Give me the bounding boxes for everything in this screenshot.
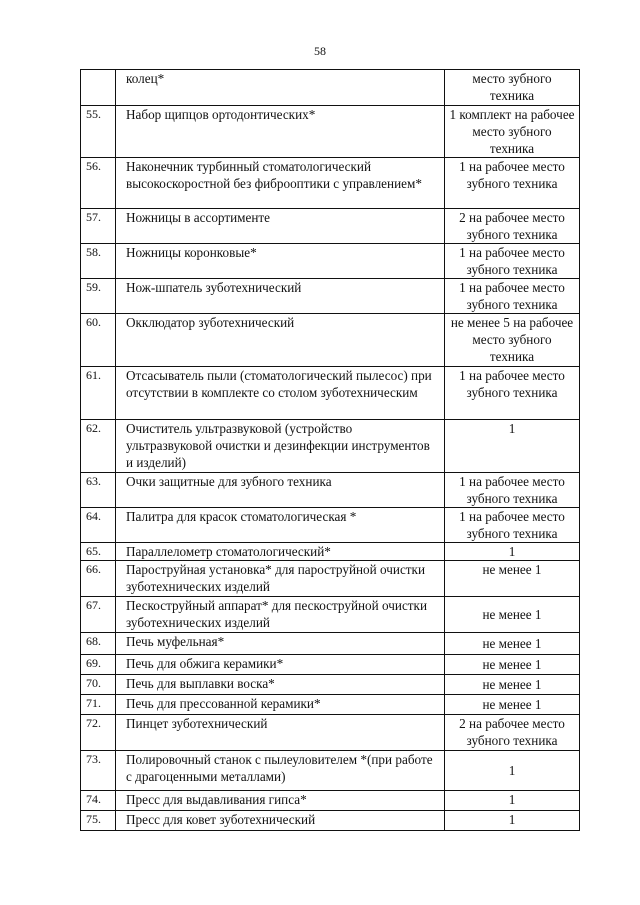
item-quantity: 2 на рабочее место зубного техника	[445, 209, 580, 244]
row-number: 65.	[81, 543, 116, 561]
table-row	[81, 508, 580, 543]
row-number: 69.	[81, 655, 116, 675]
item-name: Печь для обжига керамики*	[116, 655, 445, 675]
item-quantity: 1	[445, 751, 580, 791]
item-quantity: не менее 1	[445, 655, 580, 675]
table-row	[81, 209, 580, 244]
table-row	[81, 70, 580, 106]
item-quantity: 1 на рабочее место зубного техника	[445, 367, 580, 420]
table-row	[81, 473, 580, 508]
item-name: Ножницы в ассортименте	[116, 209, 445, 244]
item-quantity: 1 на рабочее место зубного техника	[445, 508, 580, 543]
row-number: 68.	[81, 633, 116, 655]
row-number: 61.	[81, 367, 116, 420]
table-row	[81, 561, 580, 597]
row-number: 75.	[81, 811, 116, 831]
item-name: Пинцет зуботехнический	[116, 715, 445, 751]
item-quantity: 1	[445, 791, 580, 811]
row-number: 62.	[81, 420, 116, 473]
table-row	[81, 791, 580, 811]
table-row	[81, 751, 580, 791]
table-row	[81, 633, 580, 655]
table-row	[81, 106, 580, 158]
table-row	[81, 314, 580, 367]
item-quantity: 1 на рабочее место зубного техника	[445, 279, 580, 314]
item-name: Палитра для красок стоматологическая *	[116, 508, 445, 543]
row-number: 66.	[81, 561, 116, 597]
row-number: 56.	[81, 158, 116, 209]
item-name: Пароструйная установка* для пароструйной очистки зуботехнических изделий	[116, 561, 445, 597]
table-row	[81, 420, 580, 473]
table-row	[81, 715, 580, 751]
row-number: 73.	[81, 751, 116, 791]
item-name: Печь для прессованной керамики*	[116, 695, 445, 715]
item-name: Набор щипцов ортодонтических*	[116, 106, 445, 158]
item-name: колец*	[116, 70, 445, 106]
item-name: Очиститель ультразвуковой (устройство ультразвуковой очистки и дезинфекции инструментов и изделий)	[116, 420, 445, 473]
table-row	[81, 158, 580, 209]
item-quantity: 1 на рабочее место зубного техника	[445, 244, 580, 279]
table-row	[81, 695, 580, 715]
item-name: Печь муфельная*	[116, 633, 445, 655]
row-number: 55.	[81, 106, 116, 158]
table-row	[81, 367, 580, 420]
item-name: Наконечник турбинный стоматологический высокоскоростной без фиброоптики с управлением*	[116, 158, 445, 209]
item-quantity: 1	[445, 811, 580, 831]
item-name: Пескоструйный аппарат* для пескоструйной очистки зуботехнических изделий	[116, 597, 445, 633]
table-row	[81, 655, 580, 675]
item-quantity: 2 на рабочее место зубного техника	[445, 715, 580, 751]
item-quantity: не менее 1	[445, 561, 580, 597]
table-row	[81, 543, 580, 561]
row-number: 57.	[81, 209, 116, 244]
item-quantity: 1 комплект на рабочее место зубного техника	[445, 106, 580, 158]
item-name: Печь для выплавки воска*	[116, 675, 445, 695]
item-name: Окклюдатор зуботехнический	[116, 314, 445, 367]
item-quantity: 1	[445, 420, 580, 473]
item-name: Пресс для выдавливания гипса*	[116, 791, 445, 811]
item-name: Отсасыватель пыли (стоматологический пылесос) при отсутствии в комплекте со столом зуботехническим	[116, 367, 445, 420]
row-number: 70.	[81, 675, 116, 695]
item-name: Полировочный станок с пылеуловителем *(при работе с драгоценными металлами)	[116, 751, 445, 791]
equipment-table	[80, 69, 580, 831]
item-name: Ножницы коронковые*	[116, 244, 445, 279]
item-quantity: не менее 5 на рабочее место зубного техника	[445, 314, 580, 367]
item-name: Параллелометр стоматологический*	[116, 543, 445, 561]
item-quantity: не менее 1	[445, 597, 580, 633]
row-number: 74.	[81, 791, 116, 811]
table-row	[81, 279, 580, 314]
item-quantity: 1 на рабочее место зубного техника	[445, 473, 580, 508]
item-quantity: 1 на рабочее место зубного техника	[445, 158, 580, 209]
item-quantity: место зубного техника	[445, 70, 580, 106]
row-number: 63.	[81, 473, 116, 508]
row-number: 67.	[81, 597, 116, 633]
item-name: Пресс для ковет зуботехнический	[116, 811, 445, 831]
row-number: 71.	[81, 695, 116, 715]
item-name: Очки защитные для зубного техника	[116, 473, 445, 508]
item-quantity: не менее 1	[445, 695, 580, 715]
table-row	[81, 597, 580, 633]
row-number: 72.	[81, 715, 116, 751]
table-row	[81, 675, 580, 695]
item-name: Нож-шпатель зуботехнический	[116, 279, 445, 314]
page-number: 58	[314, 44, 326, 58]
row-number: 64.	[81, 508, 116, 543]
row-number: 58.	[81, 244, 116, 279]
item-quantity: не менее 1	[445, 633, 580, 655]
table-row	[81, 244, 580, 279]
row-number	[81, 70, 116, 106]
row-number: 59.	[81, 279, 116, 314]
table-row	[81, 811, 580, 831]
item-quantity: не менее 1	[445, 675, 580, 695]
item-quantity: 1	[445, 543, 580, 561]
row-number: 60.	[81, 314, 116, 367]
